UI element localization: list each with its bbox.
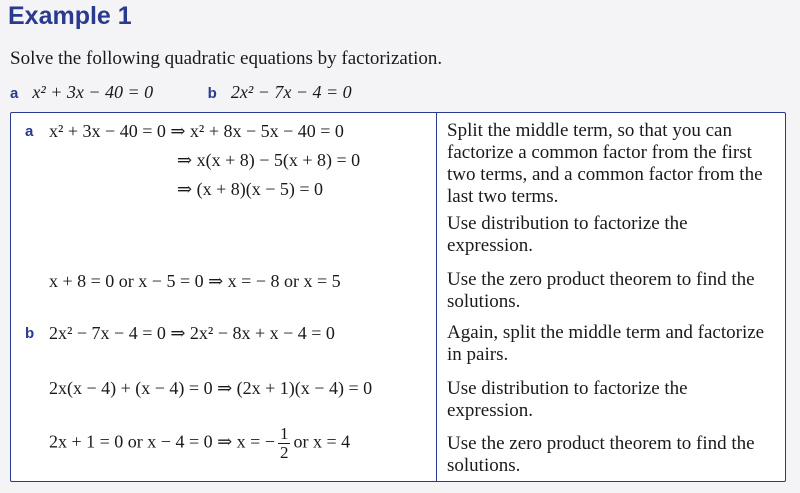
fraction-denominator: 2: [279, 443, 289, 462]
explanation-b-3: Use the zero product theorem to find the solutions.: [447, 433, 755, 476]
solution-b-step-2: 2x(x − 4) + (x − 4) = 0 ⇒ (2x + 1)(x − 4) = 0: [49, 378, 373, 398]
explanation-a-3: Use the zero product theorem to find the solutions.: [447, 269, 755, 312]
solution-a-step-2: ⇒ x(x + 8) − 5(x + 8) = 0: [177, 150, 361, 170]
explanation-b-1: Again, split the middle term and factorize in pairs.: [447, 322, 765, 365]
fraction-one-half: [278, 425, 291, 462]
instruction-text: Solve the following quadratic equations by factorization.: [10, 48, 443, 69]
problem-b-expression: 2x² − 7x − 4 = 0: [230, 82, 352, 102]
problem-a-label: a: [10, 85, 19, 102]
solution-b-step-3-text: 2x + 1 = 0 or x − 4 = 0 ⇒ x = −: [49, 431, 275, 452]
solution-table: [10, 112, 786, 482]
solution-b-step-3-tail: or x = 4: [293, 431, 351, 452]
solution-a-label: a: [25, 123, 34, 140]
example-title: Example 1: [8, 2, 132, 30]
solution-b-step-1-text: 2x² − 7x − 4 = 0 ⇒ 2x² − 8x + x − 4 = 0: [49, 323, 335, 343]
column-divider: [436, 113, 437, 481]
solution-a-step-1: [25, 121, 344, 142]
solution-b-label: b: [25, 325, 35, 342]
explanation-a-2: Use distribution to factorize the expression.: [447, 213, 688, 256]
fraction-numerator: 1: [279, 424, 289, 443]
problem-b-label: b: [207, 85, 217, 102]
solution-a-step-1-text: x² + 3x − 40 = 0 ⇒ x² + 8x − 5x − 40 = 0: [49, 121, 344, 141]
solution-a-step-4: x + 8 = 0 or x − 5 = 0 ⇒ x = − 8 or x = 5: [49, 271, 341, 291]
problem-list: [10, 82, 352, 103]
solution-a-step-3: ⇒ (x + 8)(x − 5) = 0: [177, 179, 324, 199]
problem-a-expression: x² + 3x − 40 = 0: [32, 82, 154, 102]
explanation-a-1: Split the middle term, so that you can factorize a common factor from the first two terms, and a common factor from the last two terms.: [447, 120, 763, 207]
explanation-b-2: Use distribution to factorize the expression.: [447, 378, 688, 421]
solution-b-step-1: [25, 323, 335, 344]
solution-b-step-3: [49, 425, 350, 462]
